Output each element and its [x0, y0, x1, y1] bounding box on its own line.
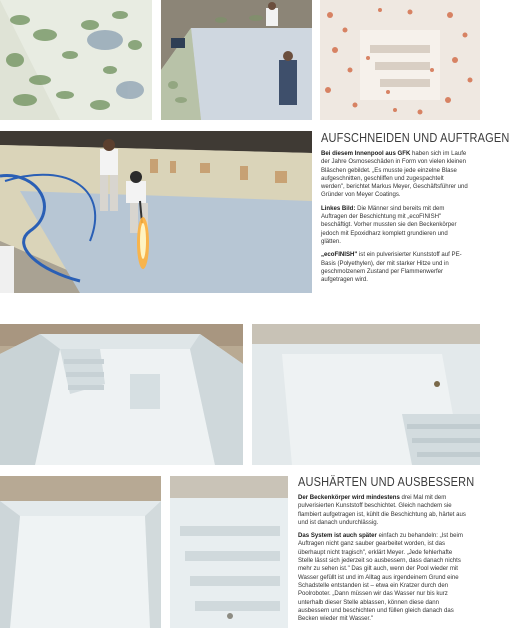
- section-heading-aufschneiden: AUFSCHNEIDEN UND AUFTRAGEN: [321, 131, 510, 145]
- section1-body: [321, 150, 469, 289]
- section1-paragraph-2: [321, 205, 468, 246]
- section2-body: [298, 494, 470, 628]
- photo-pool-corner-white: [0, 476, 161, 628]
- section1-p2-text: Die Männer sind bereits mit dem Auftragen der Beschichtung mit „ecoFINISH" beschäftigt. Vorher mussten sie den Beckenkörper jedoch mit Epoxidharz komplett grundieren und glätten.: [321, 204, 457, 245]
- section2-p1-text: drei Mal mit dem pulverisierten Kunststoff beschichtet. Gleich nachdem sie flambiert aufgetragen ist, kühlt die Beschichtung ab, härtet aus und ist danach undurchlässig.: [298, 494, 466, 526]
- section1-p2-lead: Linkes Bild:: [321, 204, 356, 212]
- section2-p1-lead: Der Beckenkörper wird mindestens: [298, 494, 400, 501]
- section1-paragraph-3: [321, 251, 468, 284]
- section1-p3-text: ist ein pulverisierter Kunststoff auf PE-Basis (Polyethylen), der mit starker Hitze und in geschmolzenem Zustand per Flammenwerfer aufgetragen wird.: [321, 251, 462, 284]
- section1-p1-lead: Bei diesem Innenpool aus GFK: [321, 150, 411, 157]
- section2-paragraph-1: [298, 494, 469, 527]
- photo-worker-grinding-pool: [161, 0, 312, 120]
- photo-workers-flame-spraying: [0, 131, 312, 293]
- section2-p2-text: einfach zu behandeln: „Ist beim Auftragen nicht ganz sauber gearbeitet worden, ist das überhaupt nicht tragisch", erklärt Meyer. „Jede fehlerhafte Stelle lässt sich jederzeit so ausbessern, dass danach nichts mehr zu sehen ist." Das gilt auch, wenn der Pool wieder mit Wasser gefüllt ist und im Alltag aus irgendeinem Grund eine Schadstelle entstanden ist – etwa ein Kratzer durch den Poolroboter. „Dann müssen wir das Wasser nur bis kurz unterhalb dieser Stelle ablassen, können diese dann ausbessern und beschichten und füllen gleich danach das Becken wieder mit Wasser.": [298, 532, 463, 623]
- photo-pool-steps-white: [170, 476, 288, 628]
- section-heading-aushaerten: AUSHÄRTEN UND AUSBESSERN: [298, 475, 475, 489]
- photo-stairs-patched: [320, 0, 480, 120]
- photo-finished-pool-stairs: [252, 324, 480, 465]
- section2-p2-lead: Das System ist auch später: [298, 532, 377, 540]
- section1-paragraph-1: [321, 150, 468, 200]
- photo-finished-pool-overview: [0, 324, 243, 465]
- photo-pool-wall-blisters: [0, 0, 152, 120]
- section1-p1-text: haben sich im Laufe der Jahre Osmoseschäden in Form von vielen kleinen Bläschen gebildet. „Es musste jede einzelne Blase aufgeschnitten, geschliffen und zugespachtelt werden", berichtet Markus Meyer, Geschäftsführer und Gründer von Meyer Coatings.: [321, 150, 468, 199]
- section2-paragraph-2: [298, 532, 469, 623]
- section1-p3-lead: „ecoFINISH": [321, 251, 358, 259]
